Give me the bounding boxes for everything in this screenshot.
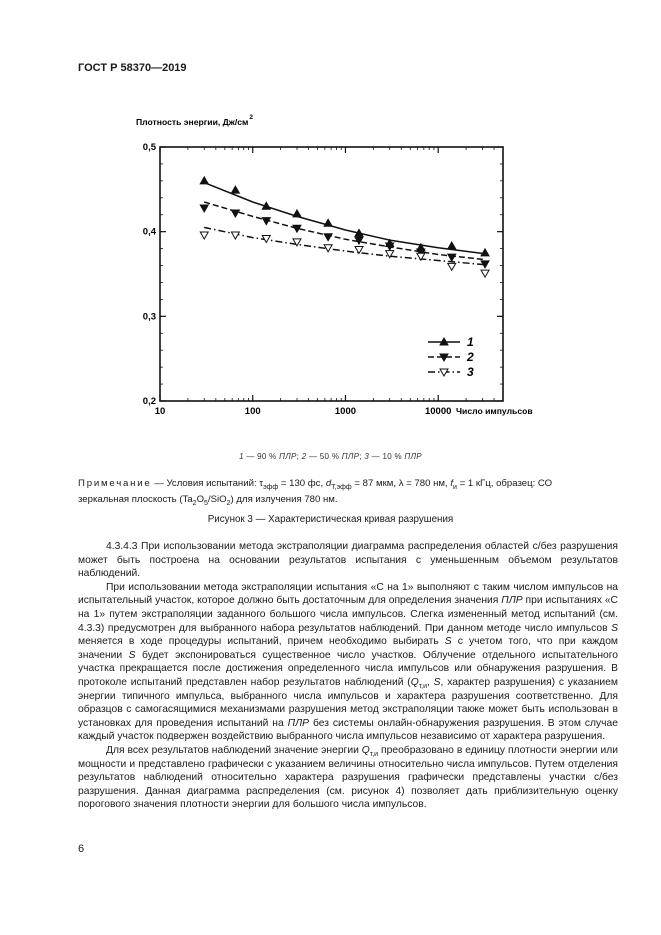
figure-caption: Рисунок 3 — Характеристическая кривая разрушения [207,514,454,525]
caption-series-3-text: — 10 % [369,452,405,461]
caption-series-1-number: 1 [239,452,244,461]
data-point-series-3 [200,232,208,239]
paragraph [78,744,618,812]
paragraph-text: при испытаниях «С на 1» путем экстраполяции заданного большого числа импульсов. Слегка измененный метод испытаний (см. 4.3.3) предусмотрен для выбранного набора результатов наблюдений. При данном методе число импульсов [78,595,618,634]
y-tick-label: 0,5 [142,142,156,153]
note-text: — Условия испытаний: [151,478,260,489]
note-symbol: d [325,478,332,489]
data-point-series-1 [324,219,332,226]
data-point-series-2 [200,205,208,212]
note-label: Примечание [78,478,152,489]
chart-legend [428,335,474,379]
x-tick-label: 10 [154,406,166,417]
chart-data-points [200,177,489,277]
data-point-series-1 [293,210,301,217]
caption-series-3-number: 3 [364,452,370,461]
caption-series-3-abbr: ПЛР [404,452,422,461]
x-tick-label: 100 [244,406,261,417]
document-header: ГОСТ Р 58370—2019 [78,62,187,74]
y-axis-label-superscript: 2 [249,114,254,121]
paragraph-text: 4.3.4.3 При использовании метода экстраполяции диаграмма распределения областей с/без разрушения может быть построена на основании результатов испытания с уменьшенным объемом результатов наблюдений. [78,541,618,580]
x-tick-label: 10000 [424,406,452,417]
legend-label-series-2: 2 [467,350,474,364]
symbol: S [611,622,618,634]
note-text: /SiO [207,494,227,505]
data-point-series-1 [448,242,456,249]
caption-separator: ; [359,452,365,461]
symbol: S [433,676,441,688]
paragraph-text: с учетом того, что при каждом значении [78,636,618,661]
abbr-term: ПЛР [501,595,523,607]
caption-series-1-text: — 90 % [243,452,280,461]
subscript: т,и [369,750,379,758]
legend-label-series-1: 1 [467,335,474,349]
note-text: = 87 мкм, λ = 780 нм, [351,478,451,489]
data-point-series-2 [231,210,239,217]
x-axis-label: Число импульсов [456,406,533,416]
note-text: = 1 кГц, образец: СО [456,478,553,489]
data-point-series-1 [231,186,239,193]
data-point-series-1 [200,177,208,184]
note-symbol: τ [259,478,264,489]
data-point-series-1 [481,249,489,256]
y-axis-label: Плотность энергии, Дж/см [136,117,249,127]
figure-note [78,476,618,508]
page-number: 6 [78,843,85,855]
paragraph-text: , характер разрушения) с указанием энергии типичного импульса, выбранного числа импульсов и характера разрушения соответственно. Для образцов с самогасящимися механизмами разрушения метод экстраполяции также может быть использован в установках для проведения испытаний на [78,676,618,729]
caption-series-1-abbr: ПЛР [279,452,297,461]
note-subscript: эфф [263,483,279,491]
y-tick-label: 0,2 [142,396,156,407]
paragraph-text: будет экспонироваться существенное число участков. Облучение отдельного испытательного участка прекращается после достижения определенного числа импульсов или обнаружения разрушения. В протоколе испытаний представлен набор результатов наблюдений ( [78,649,618,688]
paragraph-text: , [427,676,434,688]
y-tick-label: 0,4 [142,226,156,238]
y-tick-label: 0,3 [142,311,156,323]
chart-fit-lines [204,183,485,265]
symbol: S [444,636,452,648]
data-point-series-3 [481,270,489,277]
abbr-term: ПЛР [287,717,310,729]
symbol: S [128,649,136,661]
fit-line-series-2 [204,202,485,260]
paragraph [78,540,618,581]
fit-line-series-1 [204,183,485,254]
data-point-series-3 [231,232,239,239]
data-point-series-2 [448,254,456,261]
note-symbol: f [450,478,453,489]
note-text: зеркальная плоскость (Ta [78,494,193,505]
note-text: = 130 фс, [278,478,326,489]
data-point-series-2 [324,234,332,241]
x-tick-label: 1000 [334,406,357,417]
body-text [78,540,618,812]
note-text: O [196,494,205,505]
data-point-series-3 [448,263,456,270]
note-text: ) для излучения 780 нм. [230,494,338,505]
legend-label-series-3: 3 [467,365,474,379]
note-subscript: 2 [226,499,231,507]
caption-series-2-number: 2 [301,452,307,461]
paragraph-text: Для всех результатов наблюдений значение энергии [106,744,362,756]
note-subscript: Т,эфф [331,483,352,491]
caption-separator: ; [296,452,302,461]
paragraph-text: преобразовано в единицу плотности энергии или мощности и представлено графически с указанием величины относительно числа импульсов. Путем отделения результатов наблюдений относительно характера разрушения графически представлены участки с/без разрушения. Данная диаграмма распределения (см. рисунок 4) позволяет дать приблизительную оценку порогового значения плотности энергии для большого числа импульсов. [78,744,618,811]
paragraph-text: меняется в ходе процедуры испытаний, причем необходимо выбирать [78,636,445,648]
note-subscript: 2 [192,499,197,507]
fit-line-series-3 [204,227,485,264]
note-subscript: и [453,483,457,491]
symbol: Q [410,676,419,688]
series-caption [0,452,661,461]
paragraph-text: При использовании метода экстраполяции испытания «С на 1» выполняют с таким числом импульсов на испытательный участок, которое должно быть достаточным для определения значения [78,581,618,607]
note-subscript: 5 [204,499,208,507]
subscript: т,и [418,682,428,690]
symbol: Q [361,744,370,756]
paragraph-text: без системы онлайн-обнаружения разрушения. В этом случае каждый участок подвержен воздействию выбранного числа импульсов независимо от характера разрушения. [78,717,618,743]
paragraph [78,581,618,744]
caption-series-2-text: — 50 % [306,452,342,461]
caption-series-2-abbr: ПЛР [341,452,360,461]
